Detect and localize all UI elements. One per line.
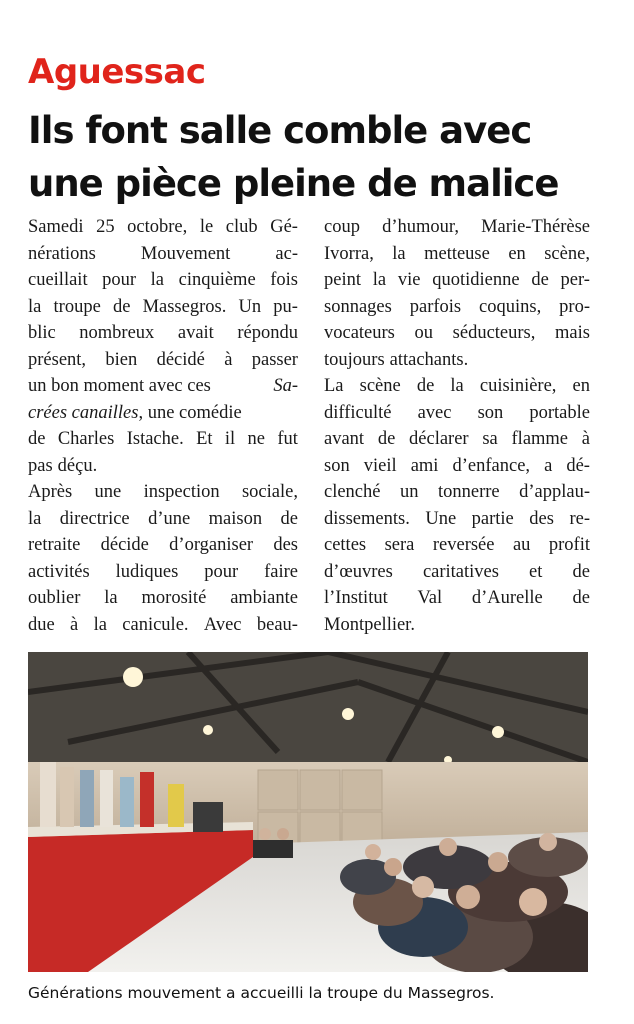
word: coquins, bbox=[479, 296, 542, 317]
word: d’applau- bbox=[519, 482, 590, 502]
word: beau- bbox=[256, 614, 298, 635]
word: faire bbox=[264, 561, 298, 582]
word: son bbox=[477, 402, 504, 423]
word: passer bbox=[251, 349, 298, 370]
word: d’Aurelle bbox=[471, 588, 543, 608]
word: cettes bbox=[324, 535, 367, 555]
body-column-right bbox=[324, 214, 590, 638]
word: club bbox=[225, 217, 258, 237]
word: Marie-Thérèse bbox=[481, 217, 590, 237]
word: de bbox=[416, 376, 435, 396]
photo-caption: Générations mouvement a accueilli la troupe du Massegros. bbox=[28, 984, 495, 1002]
word: la bbox=[450, 376, 464, 396]
word: déçu. bbox=[57, 455, 98, 476]
word: attachants. bbox=[389, 349, 469, 370]
word: parfois bbox=[409, 296, 462, 317]
word: profit bbox=[548, 535, 590, 555]
word: pour bbox=[102, 270, 137, 290]
body-text: , une comédie bbox=[138, 402, 242, 423]
word: vieil bbox=[363, 455, 397, 476]
word: à bbox=[581, 429, 590, 449]
word: de bbox=[572, 561, 590, 582]
word: Massegros. bbox=[142, 296, 227, 317]
word: re- bbox=[569, 508, 590, 529]
word: pour bbox=[204, 561, 239, 582]
word: d’enfance, bbox=[452, 455, 531, 476]
word: Charles bbox=[57, 429, 115, 449]
word: toujours bbox=[324, 349, 385, 370]
word: la bbox=[93, 614, 107, 635]
word: son bbox=[324, 455, 350, 476]
word: troupe bbox=[53, 296, 101, 317]
word: ludiques bbox=[115, 561, 179, 582]
word: en bbox=[508, 243, 526, 264]
body-line bbox=[28, 214, 298, 241]
word: activités bbox=[28, 561, 90, 582]
word: sociale, bbox=[241, 482, 298, 502]
body-line bbox=[28, 506, 298, 533]
word: de bbox=[572, 588, 590, 608]
word: d’humour, bbox=[382, 217, 459, 237]
article-photo bbox=[28, 652, 588, 972]
word: nérations bbox=[28, 243, 96, 264]
word: Après bbox=[28, 482, 73, 502]
body-line bbox=[324, 453, 590, 480]
word: canicule. bbox=[122, 614, 189, 635]
word: d’organiser bbox=[169, 535, 254, 555]
body-line bbox=[324, 506, 590, 533]
word: Ivorra, bbox=[324, 243, 374, 264]
word: La bbox=[324, 376, 344, 396]
word: cueillait bbox=[28, 270, 88, 290]
theatre-scene-illustration bbox=[28, 652, 588, 972]
word: mais bbox=[555, 323, 590, 343]
word: due bbox=[28, 614, 55, 635]
body-line bbox=[28, 267, 298, 294]
word: la bbox=[104, 588, 118, 608]
italic-title: crées canailles bbox=[28, 402, 139, 423]
word: de bbox=[377, 429, 396, 449]
word: de bbox=[280, 508, 298, 529]
word: inspection bbox=[143, 482, 220, 502]
word: et bbox=[529, 561, 543, 582]
word: sonnages bbox=[324, 296, 392, 317]
word: Avec bbox=[203, 614, 242, 635]
word: de bbox=[531, 270, 549, 290]
body-line bbox=[324, 426, 590, 453]
word: Samedi bbox=[28, 217, 84, 237]
word: sa bbox=[482, 429, 498, 449]
word: tonnerre bbox=[437, 482, 500, 502]
word: pu- bbox=[273, 296, 298, 317]
body-line bbox=[28, 426, 298, 453]
word: fut bbox=[277, 429, 298, 449]
body-line bbox=[28, 585, 298, 612]
word: dé- bbox=[566, 455, 590, 476]
word: avant bbox=[324, 429, 365, 449]
italic-title: Sa- bbox=[273, 376, 298, 396]
word: à bbox=[70, 614, 79, 635]
word: scène, bbox=[544, 243, 590, 264]
word: coup bbox=[324, 217, 360, 237]
word: Val bbox=[417, 588, 443, 608]
article-headline bbox=[28, 104, 618, 210]
body-line bbox=[28, 612, 298, 639]
body-line bbox=[28, 559, 298, 586]
word: au bbox=[512, 535, 531, 555]
word: dissements. bbox=[324, 508, 410, 529]
word: reversée bbox=[432, 535, 495, 555]
body-line bbox=[324, 294, 590, 321]
word: flamme bbox=[511, 429, 569, 449]
body-line bbox=[28, 320, 298, 347]
body-line bbox=[324, 320, 590, 347]
word: Istache. bbox=[126, 429, 184, 449]
word: ou bbox=[414, 323, 434, 343]
word: d’une bbox=[148, 508, 191, 529]
word: quotidienne bbox=[432, 270, 520, 290]
body-line bbox=[28, 373, 298, 400]
headline-line: une pièce pleine de malice bbox=[28, 162, 559, 205]
word: décidé bbox=[156, 349, 205, 370]
word: déclarer bbox=[409, 429, 469, 449]
word: octobre, bbox=[127, 217, 188, 237]
word: cinquième bbox=[178, 270, 256, 290]
word: maison bbox=[208, 508, 263, 529]
body-line bbox=[28, 294, 298, 321]
word: ambiante bbox=[230, 588, 298, 608]
body-line bbox=[324, 479, 590, 506]
word: l’Institut bbox=[324, 588, 388, 608]
body-line bbox=[324, 241, 590, 268]
word: clenché bbox=[324, 482, 381, 502]
word: difficulté bbox=[324, 402, 392, 423]
body-line bbox=[324, 373, 590, 400]
body-line bbox=[324, 585, 590, 612]
body-line bbox=[324, 214, 590, 241]
word: morosité bbox=[141, 588, 207, 608]
body-line bbox=[28, 479, 298, 506]
word: metteuse bbox=[424, 243, 490, 264]
word: sera bbox=[384, 535, 415, 555]
word: à bbox=[224, 349, 233, 370]
word: 25 bbox=[96, 217, 115, 237]
word: Montpellier. bbox=[324, 614, 415, 635]
word: Mouvement bbox=[140, 243, 231, 264]
word: blic bbox=[28, 323, 56, 343]
word: ac- bbox=[275, 243, 298, 264]
word: retraite bbox=[28, 535, 81, 555]
word: cuisinière, bbox=[479, 376, 557, 396]
body-line bbox=[324, 612, 590, 639]
word: une bbox=[94, 482, 122, 502]
body-line bbox=[28, 400, 298, 427]
word: scène bbox=[359, 376, 401, 396]
word: vocateurs bbox=[324, 323, 395, 343]
word: pro- bbox=[559, 296, 590, 317]
word: répondu bbox=[237, 323, 298, 343]
word: oublier bbox=[28, 588, 81, 608]
headline-line: Ils font salle comble avec bbox=[28, 109, 532, 152]
word: il bbox=[224, 429, 236, 449]
word: la bbox=[372, 270, 387, 290]
body-line bbox=[28, 347, 298, 374]
word: nombreux bbox=[79, 323, 155, 343]
body-column-left bbox=[28, 214, 298, 638]
word: séducteurs, bbox=[452, 323, 536, 343]
word: de bbox=[112, 296, 131, 317]
word: a bbox=[544, 455, 553, 476]
body-line bbox=[324, 559, 590, 586]
word: avec bbox=[417, 402, 452, 423]
body-line bbox=[324, 532, 590, 559]
word: un bbox=[399, 482, 419, 502]
body-line bbox=[324, 400, 590, 427]
word: bien bbox=[105, 349, 138, 370]
word: en bbox=[572, 376, 590, 396]
word: d’œuvres bbox=[324, 561, 393, 582]
word: décide bbox=[100, 535, 149, 555]
word: de bbox=[28, 429, 46, 449]
word: le bbox=[199, 217, 214, 237]
word: peint bbox=[324, 270, 361, 290]
word: Gé- bbox=[270, 217, 298, 237]
word: des bbox=[529, 508, 554, 529]
word: partie bbox=[471, 508, 514, 529]
word: Un bbox=[238, 296, 262, 317]
word: directrice bbox=[59, 508, 130, 529]
word: la bbox=[150, 270, 165, 290]
word: ami bbox=[410, 455, 439, 476]
word: avait bbox=[177, 323, 214, 343]
word: Une bbox=[425, 508, 457, 529]
word: vie bbox=[397, 270, 421, 290]
word: des bbox=[273, 535, 298, 555]
word: Et bbox=[196, 429, 213, 449]
body-line bbox=[28, 453, 298, 480]
word: pas bbox=[28, 455, 53, 476]
body-line bbox=[324, 347, 590, 374]
word: per- bbox=[560, 270, 590, 290]
word: fois bbox=[270, 270, 298, 290]
body-line bbox=[28, 241, 298, 268]
word: la bbox=[28, 508, 42, 529]
body-line bbox=[28, 532, 298, 559]
body-text: un bon moment avec ces bbox=[28, 376, 211, 396]
word: portable bbox=[529, 402, 590, 423]
word: présent, bbox=[28, 349, 87, 370]
word: ne bbox=[247, 429, 265, 449]
word: la bbox=[392, 243, 406, 264]
word: la bbox=[28, 296, 42, 317]
body-line bbox=[324, 267, 590, 294]
word: caritatives bbox=[422, 561, 499, 582]
article-kicker: Aguessac bbox=[28, 52, 206, 92]
